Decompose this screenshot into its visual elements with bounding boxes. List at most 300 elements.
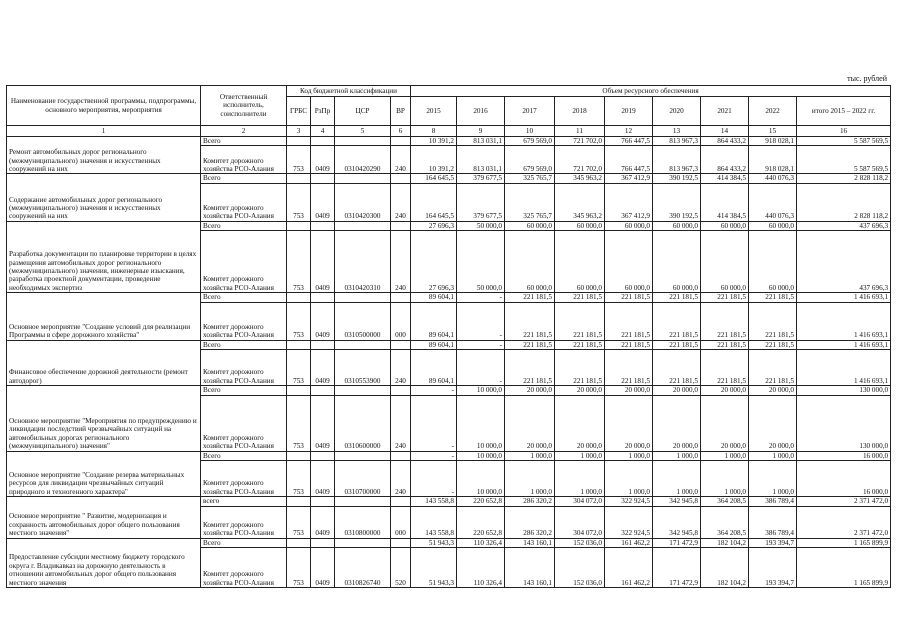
year-value: 1 000,0: [653, 461, 701, 497]
executor: Комитет дорожного хозяйства РСО-Алания: [201, 183, 287, 221]
year-value: 221 181,5: [701, 302, 749, 340]
table-row-total: [7, 221, 891, 230]
year-value: 221 181,5: [605, 302, 653, 340]
year-value: 20 000,0: [505, 395, 555, 451]
year-value: 1 000,0: [605, 451, 653, 460]
budget-code: 0310600000: [335, 395, 391, 451]
year-value: 379 677,5: [457, 183, 505, 221]
program-name: Основное мероприятие "Создание резерва материальных ресурсов для ликвидации чрезвычайных ситуаций природного и техногенного характера": [7, 451, 201, 496]
year-value: 221 181,5: [653, 293, 701, 302]
year-value: 60 000,0: [555, 231, 605, 293]
year-value: 364 208,5: [701, 497, 749, 506]
year-value: 721 702,0: [555, 137, 605, 146]
year-value: 89 604,1: [411, 340, 457, 349]
year-value: 864 433,2: [701, 137, 749, 146]
header-code: ГРБС: [287, 97, 311, 126]
year-value: 221 181,5: [749, 340, 797, 349]
year-value: 20 000,0: [505, 386, 555, 395]
total-label: Всего: [201, 293, 287, 302]
empty-cell: [335, 451, 391, 460]
executor: Комитет дорожного хозяйства РСО-Алания: [201, 146, 287, 174]
col-number: 8: [411, 126, 457, 137]
empty-cell: [287, 340, 311, 349]
budget-code: 0409: [311, 506, 335, 538]
year-value: -: [411, 461, 457, 497]
year-value: 221 181,5: [653, 350, 701, 386]
empty-cell: [311, 174, 335, 183]
year-value: 221 181,5: [749, 350, 797, 386]
budget-code: 0409: [311, 548, 335, 588]
year-value: 345 963,2: [555, 183, 605, 221]
year-value: 221 181,5: [555, 302, 605, 340]
year-value: 20 000,0: [653, 386, 701, 395]
year-value: -: [411, 386, 457, 395]
year-value: -: [457, 340, 505, 349]
program-name: Разработка документации по планировке территории в целях размещения автомобильных дорог регионального (межмуниципального) значения, инженерные изыскания, разработка проектной документации, проведение необходимых экспертиз: [7, 221, 201, 292]
year-value: 325 765,7: [505, 174, 555, 183]
total-value: 437 696,3: [797, 221, 891, 230]
total-value: 130 000,0: [797, 395, 891, 451]
header-year: 2022: [749, 97, 797, 126]
budget-code: 0409: [311, 231, 335, 293]
year-value: -: [457, 293, 505, 302]
year-value: 60 000,0: [749, 221, 797, 230]
year-value: 51 943,3: [411, 538, 457, 547]
year-value: 10 000,0: [457, 395, 505, 451]
header-code: ВР: [391, 97, 411, 126]
total-label: Всего: [201, 451, 287, 460]
year-value: 10 000,0: [457, 461, 505, 497]
total-value: 2 828 118,2: [797, 174, 891, 183]
total-label: всего: [201, 497, 287, 506]
budget-code: 0310700000: [335, 461, 391, 497]
year-value: 152 036,0: [555, 548, 605, 588]
budget-code: 0409: [311, 146, 335, 174]
col-number: 13: [653, 126, 701, 137]
table-row-total: [7, 137, 891, 146]
year-value: 440 076,3: [749, 174, 797, 183]
year-value: 1 000,0: [749, 461, 797, 497]
empty-cell: [335, 497, 391, 506]
empty-cell: [391, 221, 411, 230]
year-value: 60 000,0: [653, 231, 701, 293]
budget-code: 0310553900: [335, 350, 391, 386]
year-value: 221 181,5: [555, 340, 605, 349]
empty-cell: [311, 386, 335, 395]
col-number: 15: [749, 126, 797, 137]
year-value: 20 000,0: [555, 386, 605, 395]
year-value: 164 645,5: [411, 183, 457, 221]
program-name: Основное мероприятие " Развитие, модернизация и сохранность автомобильных дорог общего пользования местного значения": [7, 497, 201, 538]
year-value: 143 558,8: [411, 506, 457, 538]
header-year: 2020: [653, 97, 701, 126]
table-row-total: [7, 497, 891, 506]
year-value: 721 702,0: [555, 146, 605, 174]
year-value: 164 645,5: [411, 174, 457, 183]
year-value: 221 181,5: [749, 293, 797, 302]
year-value: 10 391,2: [411, 137, 457, 146]
year-value: 342 945,8: [653, 506, 701, 538]
table-row-total: [7, 386, 891, 395]
year-value: 221 181,5: [505, 293, 555, 302]
header-total: итого 2015 – 2022 гг.: [797, 97, 891, 126]
budget-code: 0310500000: [335, 302, 391, 340]
year-value: 193 394,7: [749, 548, 797, 588]
total-label: Всего: [201, 340, 287, 349]
empty-cell: [391, 174, 411, 183]
year-value: 322 924,5: [605, 497, 653, 506]
col-number: 12: [605, 126, 653, 137]
empty-cell: [391, 538, 411, 547]
empty-cell: [311, 538, 335, 547]
header-resources: Объем ресурсного обеспечения: [411, 86, 891, 97]
year-value: 345 963,2: [555, 174, 605, 183]
year-value: 10 000,0: [457, 386, 505, 395]
year-value: 60 000,0: [605, 221, 653, 230]
total-value: 1 165 899,9: [797, 548, 891, 588]
year-value: 60 000,0: [505, 221, 555, 230]
empty-cell: [335, 340, 391, 349]
table-row-total: [7, 451, 891, 460]
year-value: 386 789,4: [749, 506, 797, 538]
year-value: 325 765,7: [505, 183, 555, 221]
year-value: 27 696,3: [411, 231, 457, 293]
budget-code: 240: [391, 395, 411, 451]
total-value: 16 000,0: [797, 451, 891, 460]
year-value: 161 462,2: [605, 538, 653, 547]
year-value: 440 076,3: [749, 183, 797, 221]
year-value: 367 412,9: [605, 174, 653, 183]
year-value: 386 789,4: [749, 497, 797, 506]
year-value: 221 181,5: [505, 340, 555, 349]
budget-code: 0409: [311, 461, 335, 497]
col-number: 10: [505, 126, 555, 137]
year-value: 60 000,0: [701, 231, 749, 293]
empty-cell: [335, 137, 391, 146]
header-year: 2021: [701, 97, 749, 126]
empty-cell: [287, 497, 311, 506]
executor: Комитет дорожного хозяйства РСО-Алания: [201, 350, 287, 386]
empty-cell: [287, 451, 311, 460]
program-name: Предоставление субсидии местному бюджету городского округа г. Владикавказ на дорожную деятельность в отношении автомобильных дорог общего пользования местного значения: [7, 538, 201, 587]
budget-code: 753: [287, 231, 311, 293]
empty-cell: [311, 340, 335, 349]
budget-code: 520: [391, 548, 411, 588]
total-value: 1 416 693,1: [797, 340, 891, 349]
budget-code: 753: [287, 302, 311, 340]
year-value: 221 181,5: [505, 350, 555, 386]
year-value: 367 412,9: [605, 183, 653, 221]
year-value: 766 447,5: [605, 146, 653, 174]
budget-code: 753: [287, 183, 311, 221]
budget-code: 0409: [311, 395, 335, 451]
year-value: 1 000,0: [653, 451, 701, 460]
total-value: 5 587 569,5: [797, 137, 891, 146]
empty-cell: [391, 386, 411, 395]
year-value: 10 000,0: [457, 451, 505, 460]
empty-cell: [335, 174, 391, 183]
year-value: 110 326,4: [457, 548, 505, 588]
year-value: 221 181,5: [605, 340, 653, 349]
year-value: -: [411, 395, 457, 451]
unit-label: тыс. рублей: [847, 74, 887, 83]
year-value: 143 558,8: [411, 497, 457, 506]
program-name: Финансовое обеспечение дорожной деятельности (ремонт автодорог): [7, 340, 201, 385]
year-value: 221 181,5: [653, 340, 701, 349]
empty-cell: [391, 340, 411, 349]
year-value: 1 000,0: [701, 461, 749, 497]
year-value: 918 028,1: [749, 146, 797, 174]
year-value: 679 569,0: [505, 137, 555, 146]
header-code: РзПр: [311, 97, 335, 126]
year-value: 60 000,0: [605, 231, 653, 293]
year-value: -: [457, 302, 505, 340]
header-year: 2019: [605, 97, 653, 126]
year-value: 220 652,8: [457, 506, 505, 538]
year-value: 390 192,5: [653, 174, 701, 183]
year-value: 414 384,5: [701, 183, 749, 221]
budget-code: 240: [391, 183, 411, 221]
total-value: 1 416 693,1: [797, 293, 891, 302]
year-value: 221 181,5: [749, 302, 797, 340]
empty-cell: [391, 293, 411, 302]
year-value: 161 462,2: [605, 548, 653, 588]
empty-cell: [391, 497, 411, 506]
year-value: 20 000,0: [555, 395, 605, 451]
year-value: 60 000,0: [505, 231, 555, 293]
year-value: 193 394,7: [749, 538, 797, 547]
year-value: 304 072,0: [555, 497, 605, 506]
year-value: 171 472,9: [653, 548, 701, 588]
empty-cell: [311, 451, 335, 460]
year-value: 813 031,1: [457, 146, 505, 174]
year-value: -: [457, 350, 505, 386]
year-value: 60 000,0: [749, 231, 797, 293]
budget-code: 0409: [311, 183, 335, 221]
total-value: 2 371 472,0: [797, 497, 891, 506]
empty-cell: [287, 174, 311, 183]
year-value: 304 072,0: [555, 506, 605, 538]
year-value: 322 924,5: [605, 506, 653, 538]
year-value: 60 000,0: [653, 221, 701, 230]
empty-cell: [391, 451, 411, 460]
executor: Комитет дорожного хозяйства РСО-Алания: [201, 506, 287, 538]
year-value: 89 604,1: [411, 350, 457, 386]
total-value: 2 371 472,0: [797, 506, 891, 538]
year-value: 20 000,0: [605, 395, 653, 451]
year-value: 20 000,0: [749, 395, 797, 451]
table-row-total: [7, 174, 891, 183]
col-number: 3: [287, 126, 311, 137]
header-year: 2016: [457, 97, 505, 126]
year-value: 1 000,0: [605, 461, 653, 497]
year-value: 20 000,0: [653, 395, 701, 451]
year-value: 390 192,5: [653, 183, 701, 221]
total-value: 16 000,0: [797, 461, 891, 497]
year-value: 679 569,0: [505, 146, 555, 174]
year-value: 60 000,0: [701, 221, 749, 230]
col-number: 9: [457, 126, 505, 137]
total-value: 1 165 899,9: [797, 538, 891, 547]
budget-code: 753: [287, 548, 311, 588]
year-value: 89 604,1: [411, 302, 457, 340]
resource-table: [6, 85, 891, 588]
year-value: 1 000,0: [505, 461, 555, 497]
year-value: 221 181,5: [605, 350, 653, 386]
year-value: 20 000,0: [749, 386, 797, 395]
year-value: 221 181,5: [555, 350, 605, 386]
total-value: 1 416 693,1: [797, 302, 891, 340]
year-value: 1 000,0: [701, 451, 749, 460]
total-value: 1 416 693,1: [797, 350, 891, 386]
year-value: 110 326,4: [457, 538, 505, 547]
budget-code: 0310420290: [335, 146, 391, 174]
budget-code: 240: [391, 231, 411, 293]
year-value: 918 028,1: [749, 137, 797, 146]
program-name: Основное мероприятие "Создание условий для реализации Программы в сфере дорожного хозяйства": [7, 293, 201, 340]
empty-cell: [287, 137, 311, 146]
total-value: 5 587 569,5: [797, 146, 891, 174]
budget-code: 753: [287, 506, 311, 538]
year-value: 27 696,3: [411, 221, 457, 230]
budget-code: 753: [287, 350, 311, 386]
year-value: 813 031,1: [457, 137, 505, 146]
empty-cell: [311, 137, 335, 146]
total-label: Всего: [201, 538, 287, 547]
table-row-total: [7, 293, 891, 302]
empty-cell: [391, 137, 411, 146]
year-value: 1 000,0: [555, 461, 605, 497]
year-value: 221 181,5: [701, 350, 749, 386]
year-value: 1 000,0: [555, 451, 605, 460]
year-value: 20 000,0: [605, 386, 653, 395]
col-number: 4: [311, 126, 335, 137]
budget-code: 753: [287, 395, 311, 451]
header-year: 2017: [505, 97, 555, 126]
budget-code: 753: [287, 461, 311, 497]
empty-cell: [335, 293, 391, 302]
year-value: 152 036,0: [555, 538, 605, 547]
year-value: -: [411, 451, 457, 460]
header-year: 2018: [555, 97, 605, 126]
year-value: 1 000,0: [505, 451, 555, 460]
year-value: 813 967,3: [653, 146, 701, 174]
total-value: 437 696,3: [797, 231, 891, 293]
budget-code: 0310826740: [335, 548, 391, 588]
empty-cell: [311, 497, 335, 506]
year-value: 60 000,0: [555, 221, 605, 230]
program-name: Основное мероприятие "Мероприятия по предупреждению и ликвидации последствий чрезвычайных ситуаций на автомобильных дорогах регионального (межмуниципального) значения": [7, 386, 201, 451]
table-row-total: [7, 340, 891, 349]
year-value: 221 181,5: [555, 293, 605, 302]
executor: Комитет дорожного хозяйства РСО-Алания: [201, 461, 287, 497]
year-value: 364 208,5: [701, 506, 749, 538]
program-name: Содержание автомобильных дорог регионального (межмуниципального) значения и искусственных сооружений на них: [7, 174, 201, 221]
empty-cell: [335, 386, 391, 395]
year-value: 182 104,2: [701, 538, 749, 547]
year-value: 342 945,8: [653, 497, 701, 506]
executor: Комитет дорожного хозяйства РСО-Алания: [201, 395, 287, 451]
table-body: [7, 137, 891, 588]
year-value: 221 181,5: [505, 302, 555, 340]
year-value: 143 160,1: [505, 538, 555, 547]
total-label: Всего: [201, 221, 287, 230]
year-value: 143 160,1: [505, 548, 555, 588]
budget-code: 240: [391, 461, 411, 497]
col-number: 5: [335, 126, 391, 137]
executor: Комитет дорожного хозяйства РСО-Алания: [201, 302, 287, 340]
budget-code: 0409: [311, 350, 335, 386]
empty-cell: [335, 221, 391, 230]
year-value: 20 000,0: [701, 395, 749, 451]
year-value: 221 181,5: [701, 340, 749, 349]
year-value: 766 447,5: [605, 137, 653, 146]
empty-cell: [287, 293, 311, 302]
program-name: Ремонт автомобильных дорог регионального (межмуниципального) значения и искусственных сооружений на них: [7, 137, 201, 174]
year-value: 286 320,2: [505, 497, 555, 506]
year-value: 220 652,8: [457, 497, 505, 506]
total-value: 2 828 118,2: [797, 183, 891, 221]
year-value: 10 391,2: [411, 146, 457, 174]
col-number: 6: [391, 126, 411, 137]
budget-code: 0310800000: [335, 506, 391, 538]
year-value: 221 181,5: [701, 293, 749, 302]
year-value: 171 472,9: [653, 538, 701, 547]
budget-code: 0310420310: [335, 231, 391, 293]
year-value: 414 384,5: [701, 174, 749, 183]
year-value: 813 967,3: [653, 137, 701, 146]
budget-code: 0310420300: [335, 183, 391, 221]
empty-cell: [311, 221, 335, 230]
table-row-total: [7, 538, 891, 547]
empty-cell: [311, 293, 335, 302]
header-budget-code: Код бюджетной классификации: [287, 86, 411, 97]
budget-code: 753: [287, 146, 311, 174]
year-value: 286 320,2: [505, 506, 555, 538]
year-value: 51 943,3: [411, 548, 457, 588]
year-value: 89 604,1: [411, 293, 457, 302]
col-number: 1: [7, 126, 201, 137]
total-value: 130 000,0: [797, 386, 891, 395]
header-code: ЦСР: [335, 97, 391, 126]
header-name: Наименование государственной программы, подпрограммы, основного мероприятия, мероприятия: [7, 86, 201, 126]
budget-code: 240: [391, 350, 411, 386]
budget-code: 0409: [311, 302, 335, 340]
executor: Комитет дорожного хозяйства РСО-Алания: [201, 548, 287, 588]
header-responsible: Ответственный исполнитель, соисполнители: [201, 86, 287, 126]
budget-code: 000: [391, 302, 411, 340]
empty-cell: [287, 221, 311, 230]
empty-cell: [287, 538, 311, 547]
header-year: 2015: [411, 97, 457, 126]
empty-cell: [335, 538, 391, 547]
total-label: Всего: [201, 386, 287, 395]
year-value: 379 677,5: [457, 174, 505, 183]
year-value: 221 181,5: [653, 302, 701, 340]
executor: Комитет дорожного хозяйства РСО-Алания: [201, 231, 287, 293]
total-label: Всего: [201, 174, 287, 183]
year-value: 20 000,0: [701, 386, 749, 395]
col-number: 2: [201, 126, 287, 137]
budget-code: 000: [391, 506, 411, 538]
total-label: Всего: [201, 137, 287, 146]
empty-cell: [287, 386, 311, 395]
col-number: 14: [701, 126, 749, 137]
budget-code: 240: [391, 146, 411, 174]
col-number: 16: [797, 126, 891, 137]
year-value: 50 000,0: [457, 221, 505, 230]
col-number: 11: [555, 126, 605, 137]
